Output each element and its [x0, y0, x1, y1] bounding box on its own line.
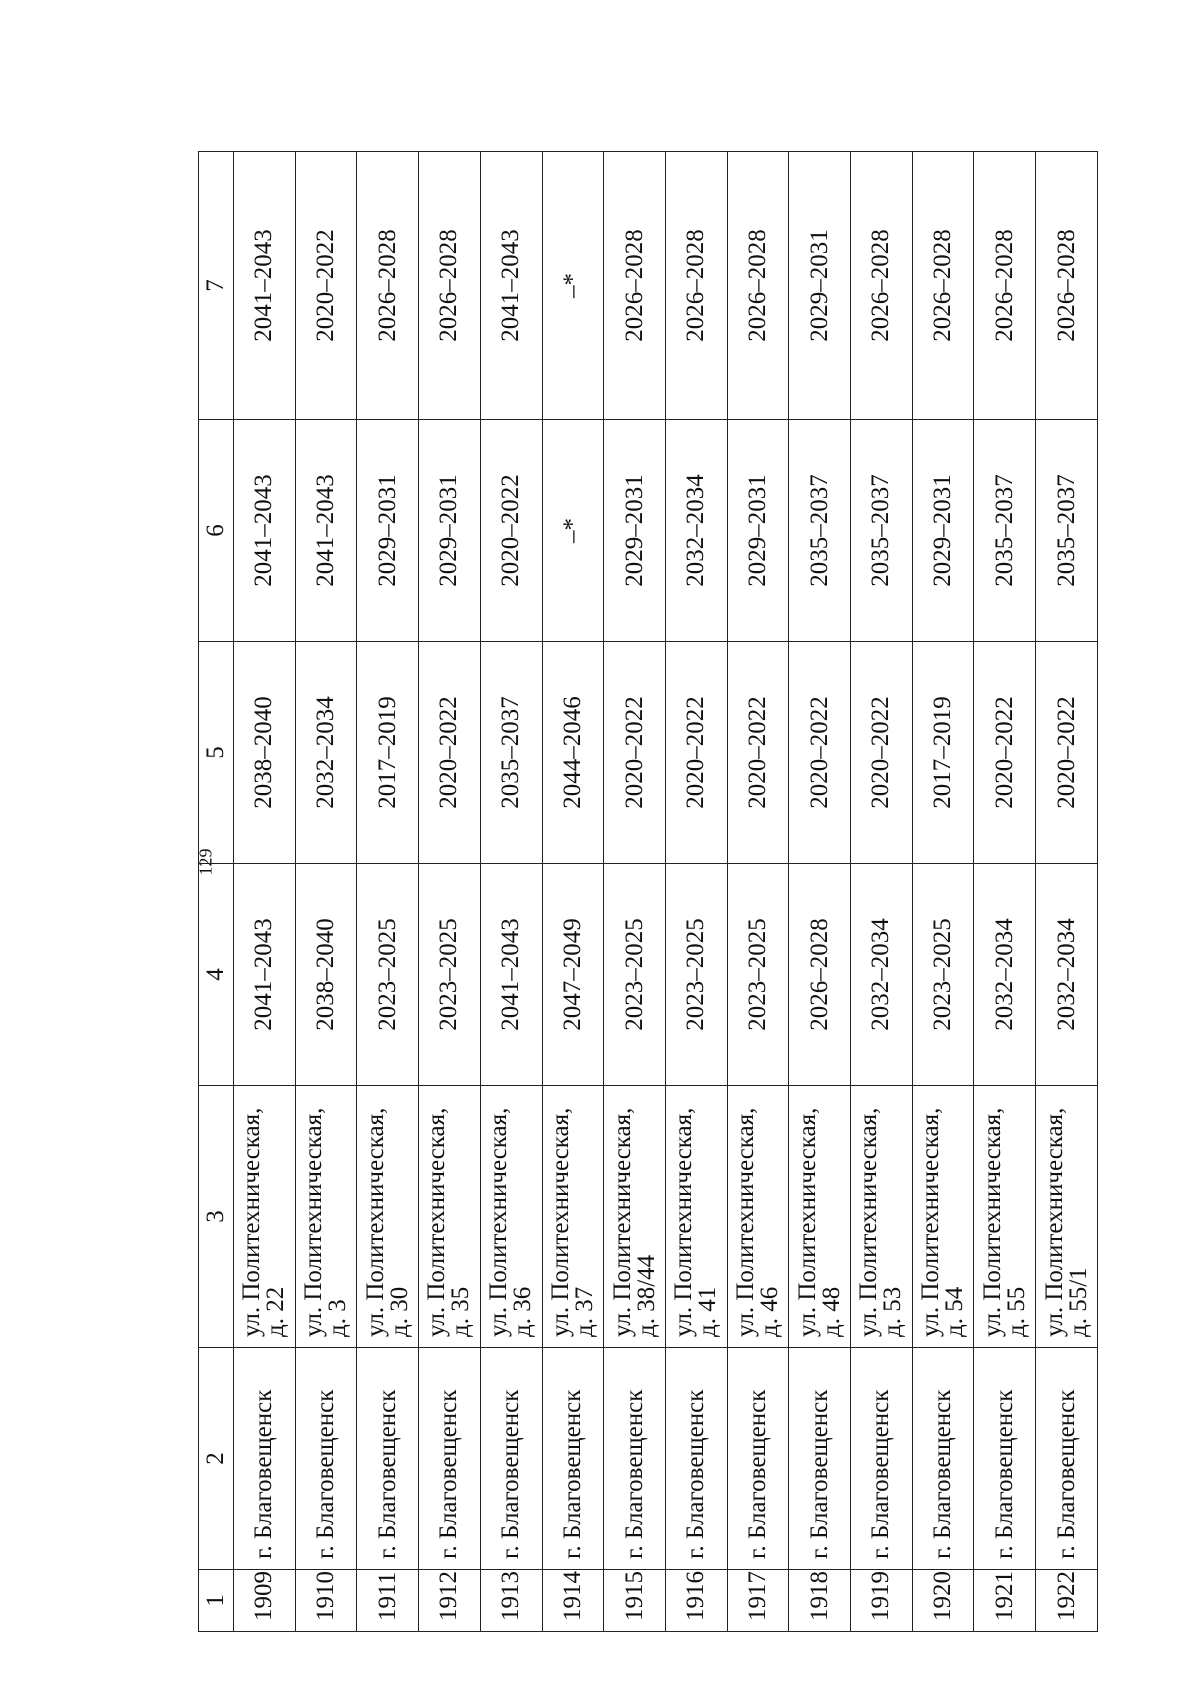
table-row — [604, 152, 666, 1632]
house-number: д. 35 — [447, 1286, 475, 1337]
address-cell — [974, 1086, 1036, 1348]
street-name: ул. Политехническая, — [361, 1107, 389, 1337]
table-body — [234, 152, 1098, 1632]
house-number: д. 54 — [941, 1286, 969, 1337]
period-cell-col6: 2041–2043 — [295, 420, 357, 642]
table-row — [851, 152, 913, 1632]
row-number-cell: 1917 — [727, 1570, 789, 1632]
address-cell — [480, 1086, 542, 1348]
table-row — [357, 152, 419, 1632]
column-header: 2 — [199, 1348, 234, 1570]
period-cell-col7: 2026–2028 — [665, 152, 727, 420]
period-cell-col4: 2047–2049 — [542, 864, 604, 1086]
city-cell: г. Благовещенск — [912, 1348, 974, 1570]
address-cell — [234, 1086, 296, 1348]
period-cell-col6: 2035–2037 — [1036, 420, 1098, 642]
house-number: д. 3 — [324, 1299, 352, 1337]
period-cell-col5: 2020–2022 — [974, 642, 1036, 864]
period-cell-col7: –* — [542, 152, 604, 420]
address-cell — [419, 1086, 481, 1348]
row-number-cell: 1909 — [234, 1570, 296, 1632]
street-name: ул. Политехническая, — [793, 1107, 821, 1337]
period-cell-col5: 2020–2022 — [1036, 642, 1098, 864]
row-number-cell: 1910 — [295, 1570, 357, 1632]
table-row — [234, 152, 296, 1632]
period-cell-col5: 2017–2019 — [912, 642, 974, 864]
city-cell: г. Благовещенск — [480, 1348, 542, 1570]
period-cell-col6: 2029–2031 — [604, 420, 666, 642]
address-cell — [604, 1086, 666, 1348]
house-number: д. 55/1 — [1064, 1267, 1092, 1337]
column-header: 7 — [199, 152, 234, 420]
period-cell-col4: 2032–2034 — [1036, 864, 1098, 1086]
period-cell-col5: 2020–2022 — [727, 642, 789, 864]
city-cell: г. Благовещенск — [727, 1348, 789, 1570]
column-header: 4 — [199, 864, 234, 1086]
period-cell-col7: 2026–2028 — [604, 152, 666, 420]
row-number-cell: 1911 — [357, 1570, 419, 1632]
row-number-cell: 1913 — [480, 1570, 542, 1632]
period-cell-col5: 2020–2022 — [419, 642, 481, 864]
table-row — [789, 152, 851, 1632]
row-number-cell: 1921 — [974, 1570, 1036, 1632]
period-cell-col6: 2029–2031 — [419, 420, 481, 642]
column-header: 5 — [199, 642, 234, 864]
city-cell: г. Благовещенск — [789, 1348, 851, 1570]
city-cell: г. Благовещенск — [604, 1348, 666, 1570]
period-cell-col7: 2026–2028 — [912, 152, 974, 420]
column-header: 1 — [199, 1570, 234, 1632]
row-number-cell: 1920 — [912, 1570, 974, 1632]
house-number: д. 55 — [1002, 1286, 1030, 1337]
house-number: д. 30 — [385, 1286, 413, 1337]
table-row — [480, 152, 542, 1632]
period-cell-col6: 2035–2037 — [789, 420, 851, 642]
period-cell-col7: 2026–2028 — [1036, 152, 1098, 420]
period-cell-col6: 2029–2031 — [912, 420, 974, 642]
table-row — [295, 152, 357, 1632]
street-name: ул. Политехническая, — [855, 1107, 883, 1337]
street-name: ул. Политехническая, — [300, 1107, 328, 1337]
row-number-cell: 1914 — [542, 1570, 604, 1632]
period-cell-col5: 2032–2034 — [295, 642, 357, 864]
period-cell-col5: 2020–2022 — [851, 642, 913, 864]
address-cell — [357, 1086, 419, 1348]
table-row — [727, 152, 789, 1632]
period-cell-col4: 2032–2034 — [851, 864, 913, 1086]
house-number: д. 38/44 — [632, 1254, 660, 1337]
street-name: ул. Политехническая, — [423, 1107, 451, 1337]
street-name: ул. Политехническая, — [731, 1107, 759, 1337]
city-cell: г. Благовещенск — [357, 1348, 419, 1570]
house-number: д. 36 — [509, 1286, 537, 1337]
house-number: д. 53 — [879, 1286, 907, 1337]
table-row — [1036, 152, 1098, 1632]
period-cell-col4: 2032–2034 — [974, 864, 1036, 1086]
period-cell-col7: 2026–2028 — [357, 152, 419, 420]
period-cell-col6: 2041–2043 — [234, 420, 296, 642]
row-number-cell: 1922 — [1036, 1570, 1098, 1632]
city-cell: г. Благовещенск — [542, 1348, 604, 1570]
period-cell-col5: 2035–2037 — [480, 642, 542, 864]
street-name: ул. Политехническая, — [1040, 1107, 1068, 1337]
table-row — [542, 152, 604, 1632]
period-cell-col7: 2041–2043 — [480, 152, 542, 420]
period-cell-col7: 2029–2031 — [789, 152, 851, 420]
period-cell-col6: 2035–2037 — [851, 420, 913, 642]
address-cell — [1036, 1086, 1098, 1348]
house-number: д. 22 — [262, 1286, 290, 1337]
period-cell-col6: 2029–2031 — [357, 420, 419, 642]
row-number-cell: 1915 — [604, 1570, 666, 1632]
city-cell: г. Благовещенск — [974, 1348, 1036, 1570]
period-cell-col4: 2041–2043 — [234, 864, 296, 1086]
period-cell-col7: 2026–2028 — [419, 152, 481, 420]
street-name: ул. Политехническая, — [608, 1107, 636, 1337]
street-name: ул. Политехническая, — [546, 1107, 574, 1337]
period-cell-col7: 2026–2028 — [974, 152, 1036, 420]
address-cell — [542, 1086, 604, 1348]
table-row — [665, 152, 727, 1632]
street-name: ул. Политехническая, — [670, 1107, 698, 1337]
address-cell — [727, 1086, 789, 1348]
table-frame — [195, 152, 1098, 1632]
period-cell-col5: 2020–2022 — [665, 642, 727, 864]
header-row — [199, 152, 234, 1632]
period-cell-col4: 2023–2025 — [912, 864, 974, 1086]
street-name: ул. Политехническая, — [485, 1107, 513, 1337]
city-cell: г. Благовещенск — [419, 1348, 481, 1570]
street-name: ул. Политехническая, — [917, 1107, 945, 1337]
period-cell-col4: 2023–2025 — [727, 864, 789, 1086]
address-cell — [665, 1086, 727, 1348]
row-number-cell: 1912 — [419, 1570, 481, 1632]
period-cell-col4: 2038–2040 — [295, 864, 357, 1086]
city-cell: г. Благовещенск — [234, 1348, 296, 1570]
table-row — [974, 152, 1036, 1632]
period-cell-col5: 2020–2022 — [604, 642, 666, 864]
row-number-cell: 1916 — [665, 1570, 727, 1632]
row-number-cell: 1918 — [789, 1570, 851, 1632]
period-cell-col4: 2026–2028 — [789, 864, 851, 1086]
house-number: д. 41 — [694, 1286, 722, 1337]
table-row — [912, 152, 974, 1632]
period-cell-col5: 2020–2022 — [789, 642, 851, 864]
column-header: 3 — [199, 1086, 234, 1348]
period-cell-col6: 2029–2031 — [727, 420, 789, 642]
period-cell-col7: 2026–2028 — [727, 152, 789, 420]
street-name: ул. Политехническая, — [978, 1107, 1006, 1337]
house-number: д. 37 — [570, 1286, 598, 1337]
period-cell-col6: –* — [542, 420, 604, 642]
address-cell — [912, 1086, 974, 1348]
period-cell-col5: 2038–2040 — [234, 642, 296, 864]
city-cell: г. Благовещенск — [851, 1348, 913, 1570]
column-header: 6 — [199, 420, 234, 642]
period-cell-col4: 2023–2025 — [665, 864, 727, 1086]
period-cell-col6: 2035–2037 — [974, 420, 1036, 642]
address-cell — [295, 1086, 357, 1348]
data-table — [195, 151, 1098, 1632]
period-cell-col6: 2020–2022 — [480, 420, 542, 642]
house-number: д. 48 — [817, 1286, 845, 1337]
period-cell-col4: 2023–2025 — [604, 864, 666, 1086]
street-name: ул. Политехническая, — [238, 1107, 266, 1337]
address-cell — [851, 1086, 913, 1348]
period-cell-col4: 2023–2025 — [357, 864, 419, 1086]
city-cell: г. Благовещенск — [1036, 1348, 1098, 1570]
page-number: 129 — [195, 848, 216, 876]
period-cell-col4: 2023–2025 — [419, 864, 481, 1086]
table-row — [419, 152, 481, 1632]
period-cell-col4: 2041–2043 — [480, 864, 542, 1086]
row-number-cell: 1919 — [851, 1570, 913, 1632]
period-cell-col7: 2026–2028 — [851, 152, 913, 420]
address-cell — [789, 1086, 851, 1348]
period-cell-col5: 2017–2019 — [357, 642, 419, 864]
period-cell-col5: 2044–2046 — [542, 642, 604, 864]
house-number: д. 46 — [755, 1286, 783, 1337]
period-cell-col6: 2032–2034 — [665, 420, 727, 642]
city-cell: г. Благовещенск — [665, 1348, 727, 1570]
period-cell-col7: 2020–2022 — [295, 152, 357, 420]
city-cell: г. Благовещенск — [295, 1348, 357, 1570]
period-cell-col7: 2041–2043 — [234, 152, 296, 420]
